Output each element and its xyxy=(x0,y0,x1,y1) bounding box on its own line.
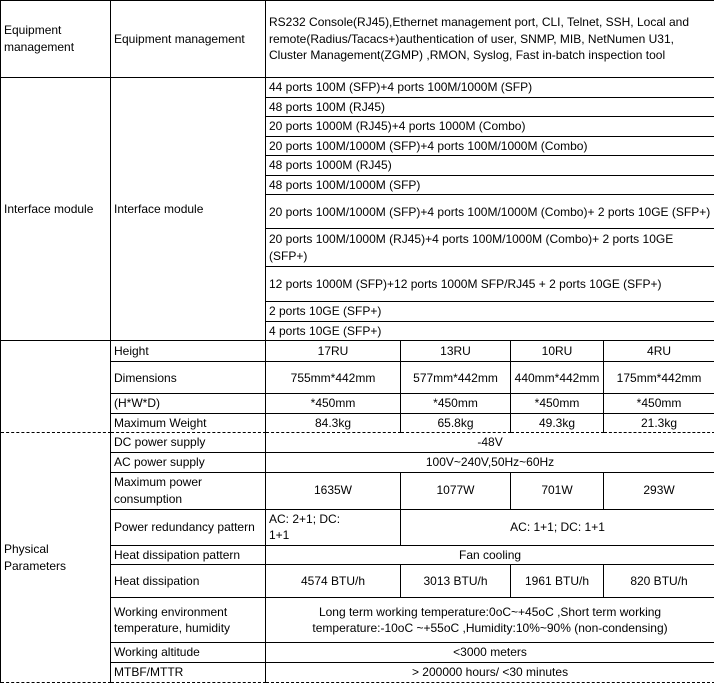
phys-label: Working altitude xyxy=(111,643,266,663)
interface-option: 20 ports 1000M (RJ45)+4 ports 1000M (Combo) xyxy=(266,117,714,137)
phys-value: 820 BTU/h xyxy=(604,565,714,598)
phys-value: 4574 BTU/h xyxy=(266,565,401,598)
phys-value: 701W xyxy=(511,473,604,510)
dim-value: *450mm xyxy=(511,394,604,414)
phys-label: Heat dissipation xyxy=(111,565,266,598)
phys-label: Power redundancy pattern xyxy=(111,510,266,546)
dim-value: 49.3kg xyxy=(511,414,604,434)
interface-option: 4 ports 10GE (SFP+) xyxy=(266,322,714,342)
phys-label: DC power supply xyxy=(111,433,266,453)
phys-value: 293W xyxy=(604,473,714,510)
phys-label: Working environment temperature, humidity xyxy=(111,598,266,643)
dim-label: Dimensions xyxy=(111,362,266,394)
phys-value: -48V xyxy=(266,433,714,453)
phys-value: AC: 1+1; DC: 1+1 xyxy=(401,510,714,546)
interface-option: 2 ports 10GE (SFP+) xyxy=(266,302,714,322)
redundancy-first-value: AC: 2+1; DC: 1+1 xyxy=(269,511,341,543)
interface-option: 20 ports 100M/1000M (SFP)+4 ports 100M/1000M (Combo)+ 2 ports 10GE (SFP+) xyxy=(266,195,714,229)
interface-label-cell: Interface module xyxy=(111,78,266,341)
phys-value: 1077W xyxy=(401,473,511,510)
phys-value xyxy=(266,510,401,546)
dim-value: *450mm xyxy=(266,394,401,414)
dim-value: *450mm xyxy=(604,394,714,414)
dim-value: 21.3kg xyxy=(604,414,714,434)
interface-option: 20 ports 100M/1000M (SFP)+4 ports 100M/1000M (Combo) xyxy=(266,137,714,157)
dim-label: Height xyxy=(111,341,266,362)
interface-option: 48 ports 100M/1000M (SFP) xyxy=(266,176,714,196)
dc-power-row xyxy=(1,433,714,453)
equipment-group-cell: Equipment management xyxy=(1,1,111,78)
dim-value: 4RU xyxy=(604,341,714,362)
interface-option: 44 ports 100M (SFP)+4 ports 100M/1000M (SFP) xyxy=(266,78,714,98)
dim-label: Maximum Weight xyxy=(111,414,266,434)
dim-value: *450mm xyxy=(401,394,511,414)
interface-option: 48 ports 1000M (RJ45) xyxy=(266,156,714,176)
phys-value: > 200000 hours/ <30 minutes xyxy=(266,663,714,683)
equipment-value-cell: RS232 Console(RJ45),Ethernet management port, CLI, Telnet, SSH, Local and remote(Radius/Tacacs+)authentication of user, SNMP, MIB, NetNumen U31, Cluster Management(ZGMP) ,RMON, Syslog, Fast in-batch inspection tool xyxy=(266,1,714,78)
dim-value: 13RU xyxy=(401,341,511,362)
interface-group-cell: Interface module xyxy=(1,78,111,341)
phys-label: Maximum power consumption xyxy=(111,473,266,510)
phys-value: Fan cooling xyxy=(266,546,714,566)
dimensions-group-cell xyxy=(1,341,111,433)
phys-value: 3013 BTU/h xyxy=(401,565,511,598)
phys-value: 100V~240V,50Hz~60Hz xyxy=(266,453,714,473)
phys-value: 1961 BTU/h xyxy=(511,565,604,598)
equipment-row xyxy=(1,1,714,78)
interface-option: 12 ports 1000M (SFP)+12 ports 1000M SFP/RJ45 + 2 ports 10GE (SFP+) xyxy=(266,267,714,302)
phys-label: MTBF/MTTR xyxy=(111,663,266,683)
height-row xyxy=(1,341,714,362)
interface-option: 20 ports 100M/1000M (RJ45)+4 ports 100M/1000M (Combo)+ 2 ports 10GE (SFP+) xyxy=(266,229,714,267)
interface-option: 48 ports 100M (RJ45) xyxy=(266,98,714,118)
interface-row xyxy=(1,78,714,98)
dim-value: 17RU xyxy=(266,341,401,362)
phys-value: 1635W xyxy=(266,473,401,510)
phys-label: Heat dissipation pattern xyxy=(111,546,266,566)
equipment-label-cell: Equipment management xyxy=(111,1,266,78)
phys-label: AC power supply xyxy=(111,453,266,473)
phys-value: Long term working temperature:0oC~+45oC ,Short term working temperature:-10oC ~+55oC ,Humidity:10%~90% (non-condensing) xyxy=(266,598,714,643)
dim-value: 440mm*442mm xyxy=(511,362,604,394)
dim-label: (H*W*D) xyxy=(111,394,266,414)
dim-value: 577mm*442mm xyxy=(401,362,511,394)
phys-value: <3000 meters xyxy=(266,643,714,663)
physical-group-cell: Physical Parameters xyxy=(1,433,111,682)
dim-value: 65.8kg xyxy=(401,414,511,434)
dim-value: 175mm*442mm xyxy=(604,362,714,394)
dim-value: 755mm*442mm xyxy=(266,362,401,394)
dim-value: 84.3kg xyxy=(266,414,401,434)
dim-value: 10RU xyxy=(511,341,604,362)
